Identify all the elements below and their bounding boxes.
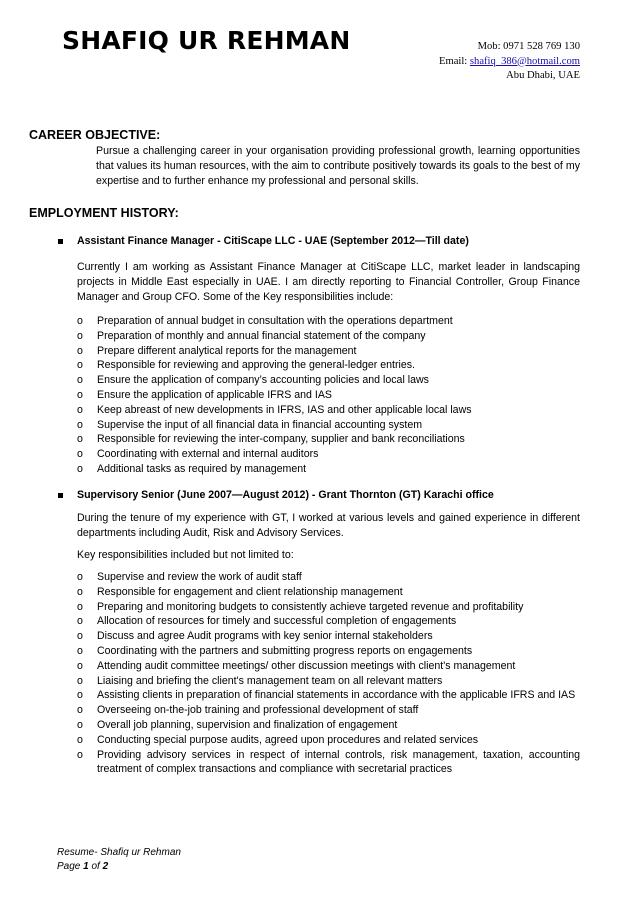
contact-block: [439, 40, 580, 84]
page-footer: [57, 846, 181, 874]
page-current: 1: [83, 861, 89, 872]
responsibility-item: [77, 388, 580, 403]
responsibility-text: Preparation of annual budget in consultation with the operations department: [97, 315, 453, 327]
email-link[interactable]: shafiq_386@hotmail.com: [469, 55, 580, 67]
responsibility-item: [77, 703, 580, 718]
job-bullet-square: [58, 239, 63, 244]
responsibility-item: [77, 314, 580, 329]
circle-bullet-icon: o: [77, 388, 83, 401]
circle-bullet-icon: o: [77, 359, 83, 372]
responsibility-text: Coordinating with the partners and submitting progress reports on engagements: [97, 644, 473, 657]
responsibility-text: Discuss and agree Audit programs with key senior internal stakeholders: [97, 630, 433, 643]
mobile-number: Mob: 0971 528 769 130: [477, 41, 580, 52]
responsibilities-list: [77, 570, 580, 777]
circle-bullet-icon: o: [77, 462, 83, 475]
location: Abu Dhabi, UAE: [506, 70, 580, 81]
circle-bullet-icon: o: [77, 448, 83, 461]
circle-bullet-icon: o: [77, 418, 83, 431]
responsibility-text: Liaising and briefing the client's management team on all relevant matters: [97, 674, 443, 687]
job-title: Supervisory Senior (June 2007—August 2012) - Grant Thornton (GT) Karachi office: [77, 489, 494, 501]
responsibility-item: [77, 659, 580, 674]
responsibility-item: [77, 614, 580, 629]
job-intro-secondary: Key responsibilities included but not limited to:: [77, 549, 294, 561]
responsibility-item: [77, 373, 580, 388]
responsibility-text: Attending audit committee meetings/ other discussion meetings with client's management: [97, 659, 516, 672]
responsibility-item: [77, 733, 580, 748]
circle-bullet-icon: o: [77, 344, 83, 357]
responsibility-text: Overseeing on-the-job training and professional development of staff: [97, 704, 419, 717]
responsibility-text: Ensure the application of company’s accounting policies and local laws: [97, 374, 429, 387]
responsibility-text: Overall job planning, supervision and finalization of engagement: [97, 718, 398, 731]
circle-bullet-icon: o: [77, 403, 83, 416]
responsibility-item: [77, 418, 580, 433]
circle-bullet-icon: o: [77, 571, 83, 583]
responsibility-item: [77, 432, 580, 447]
responsibility-text: Additional tasks as required by management: [97, 462, 307, 475]
responsibility-text: Responsible for reviewing and approving the general-ledger entries.: [97, 359, 416, 372]
responsibility-text: Allocation of resources for timely and successful completion of engagements: [97, 615, 457, 628]
responsibility-text: Responsible for engagement and client relationship management: [97, 585, 403, 598]
responsibility-item: [77, 644, 580, 659]
job-bullet-square: [58, 493, 63, 498]
job-intro: During the tenure of my experience with GT, I worked at various levels and gained experience in different departments including Audit, Risk and Advisory Services.: [77, 512, 580, 539]
circle-bullet-icon: o: [77, 704, 83, 717]
responsibility-text: Providing advisory services in respect of internal controls, risk management, taxation, accounting treatment of complex transactions and compliance with secretarial practices: [97, 748, 580, 776]
responsibility-text: Assisting clients in preparation of financial statements in accordance with the applicable IFRS and IAS: [97, 689, 576, 702]
circle-bullet-icon: o: [77, 374, 83, 387]
candidate-name: SHAFIQ UR REHMAN: [62, 26, 351, 55]
responsibility-text: Keep abreast of new developments in IFRS, IAS and other applicable local laws: [97, 403, 472, 416]
career-objective-text: Pursue a challenging career in your organisation providing professional growth, learning opportunities that values its human resources, with the aim to contribute positively towards its goals to the best of my expertise and to further enhance my professional and personal skills.: [96, 145, 580, 187]
responsibility-text: Conducting special purpose audits, agreed upon procedures and related services: [97, 733, 479, 746]
page-total: 2: [102, 861, 109, 872]
email-line: [439, 55, 580, 70]
circle-bullet-icon: o: [77, 748, 83, 761]
circle-bullet-icon: o: [77, 585, 83, 598]
circle-bullet-icon: o: [77, 718, 83, 731]
circle-bullet-icon: o: [77, 689, 83, 702]
page-of: of: [88, 861, 103, 872]
responsibility-item: [77, 629, 580, 644]
responsibility-item: [77, 447, 580, 462]
responsibility-text: Coordinating with external and internal auditors: [97, 448, 319, 461]
circle-bullet-icon: o: [77, 329, 83, 342]
responsibility-item: [77, 600, 580, 615]
circle-bullet-icon: o: [77, 630, 83, 643]
circle-bullet-icon: o: [77, 600, 83, 613]
circle-bullet-icon: o: [77, 659, 83, 672]
career-objective-heading: CAREER OBJECTIVE:: [29, 128, 161, 142]
circle-bullet-icon: o: [77, 315, 83, 327]
circle-bullet-icon: o: [77, 615, 83, 628]
page-prefix: Page: [57, 861, 84, 872]
responsibility-text: Prepare different analytical reports for the management: [97, 344, 357, 357]
responsibility-text: Supervise and review the work of audit staff: [97, 571, 302, 583]
responsibility-item: [77, 570, 580, 585]
circle-bullet-icon: o: [77, 644, 83, 657]
footer-resume-label: Resume- Shafiq ur Rehman: [57, 847, 181, 858]
responsibility-item: [77, 718, 580, 733]
responsibility-text: Responsible for reviewing the inter-company, supplier and bank reconciliations: [97, 433, 465, 446]
responsibility-item: [77, 403, 580, 418]
circle-bullet-icon: o: [77, 733, 83, 746]
employment-history-heading: EMPLOYMENT HISTORY:: [29, 206, 179, 220]
email-label: Email:: [439, 55, 470, 67]
responsibility-text: Supervise the input of all financial data in financial accounting system: [97, 418, 423, 431]
job-title: Assistant Finance Manager - CitiScape LLC - UAE (September 2012—Till date): [77, 235, 469, 247]
circle-bullet-icon: o: [77, 433, 83, 446]
responsibility-text: Ensure the application of applicable IFRS and IAS: [97, 388, 332, 401]
circle-bullet-icon: o: [77, 674, 83, 687]
job-intro: Currently I am working as Assistant Finance Manager at CitiScape LLC, market leader in landscaping projects in Middle East especially in UAE. I am directly reporting to Financial Controller, Group Finance Manager and Group CFO. Some of the Key responsibilities include:: [77, 261, 580, 303]
responsibility-item: [77, 688, 580, 703]
responsibility-text: Preparation of monthly and annual financial statement of the company: [97, 329, 426, 342]
responsibility-item: [77, 748, 580, 778]
responsibility-item: [77, 585, 580, 600]
responsibility-item: [77, 358, 580, 373]
responsibility-text: Preparing and monitoring budgets to consistently achieve targeted revenue and profitability: [97, 600, 524, 613]
responsibility-item: [77, 674, 580, 689]
responsibility-item: [77, 462, 580, 477]
footer-page-number: [57, 860, 181, 874]
responsibilities-list: [77, 314, 580, 477]
responsibility-item: [77, 344, 580, 359]
responsibility-item: [77, 329, 580, 344]
